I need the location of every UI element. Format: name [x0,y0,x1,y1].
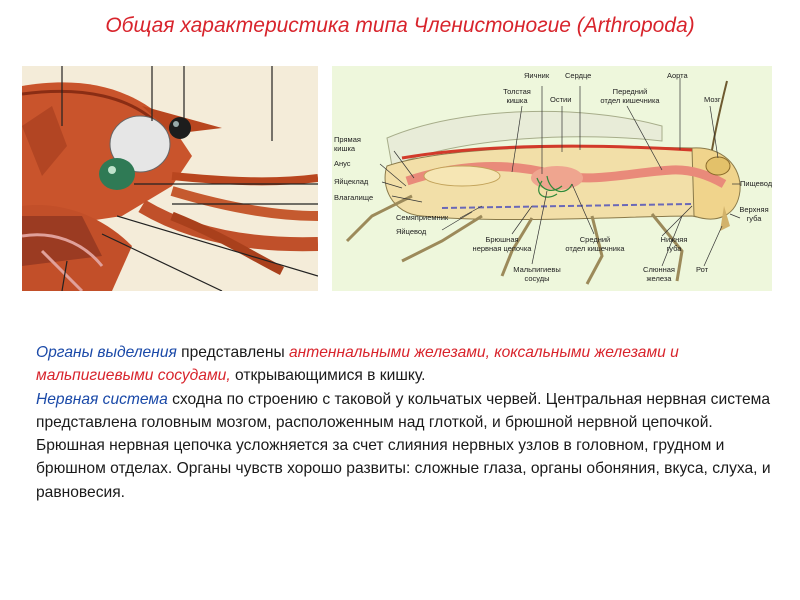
label-rectum: Прямая кишка [334,135,361,153]
term-nervous-system: Нервная система [36,390,168,408]
label-mouth: Рот [696,265,709,274]
label-vagina: Влагалище [334,193,374,202]
label-lower-lip: Нижняя губа [660,235,688,253]
nervous-system-paragraph: Нервная система сходна по строению с таковой у кольчатых червей. Центральная нервная система представлена головным мозгом, расположенным над глоткой, и брюшной нервной цепочкой. Брюшная нервная цепочка усложняется за счет слияния нервных узлов в головном, грудном и брюшном отделах. Органы чувств хорошо развиты: сложные глаза, органы обоняния, вкуса, слуха, и равновесия. [36,390,771,501]
page-title: Общая характеристика типа Членистоногие (Arthropoda) [105,14,695,37]
label-midgut: Средний отдел кишечника [565,235,625,253]
label-heart: Сердце [565,71,592,80]
body-text [36,341,776,504]
excretory-paragraph: Органы выделения представлены антеннальными железами, коксальными железами и мальпигиевыми сосудами, открывающимися в кишку. [36,344,679,385]
label-foregut: Передний отдел кишечника [600,87,660,105]
label-salivary-gland: Слюнная железа [643,265,675,283]
term-excretory-structures: антеннальными железами, коксальными железами и мальпигиевыми сосудами, [36,344,679,385]
label-aorta: Аорта [667,71,688,80]
term-excretory-organs: Органы выделения [36,344,177,361]
insect-anatomy-figure [332,66,772,291]
label-esophagus: Пищевод [740,179,772,188]
label-ostia: Остии [550,95,572,104]
label-brain: Мозг [704,95,721,104]
label-seminal-receptacle: Семяприемник [396,213,449,222]
label-hindgut: Толстая кишка [503,87,531,105]
label-nerve-cord: Брюшная нервная цепочка [472,235,532,253]
crayfish-head-figure [22,66,318,291]
crayfish-illustration [22,66,318,291]
label-anus: Анус [334,159,351,168]
label-upper-lip: Верхняя губа [739,205,769,223]
label-ovary: Яичник [524,71,550,80]
label-malpighian-tubules: Мальпигиевы сосуды [513,265,561,283]
label-ovipositor: Яйцеклад [334,177,369,186]
label-oviduct: Яйцевод [396,227,427,236]
